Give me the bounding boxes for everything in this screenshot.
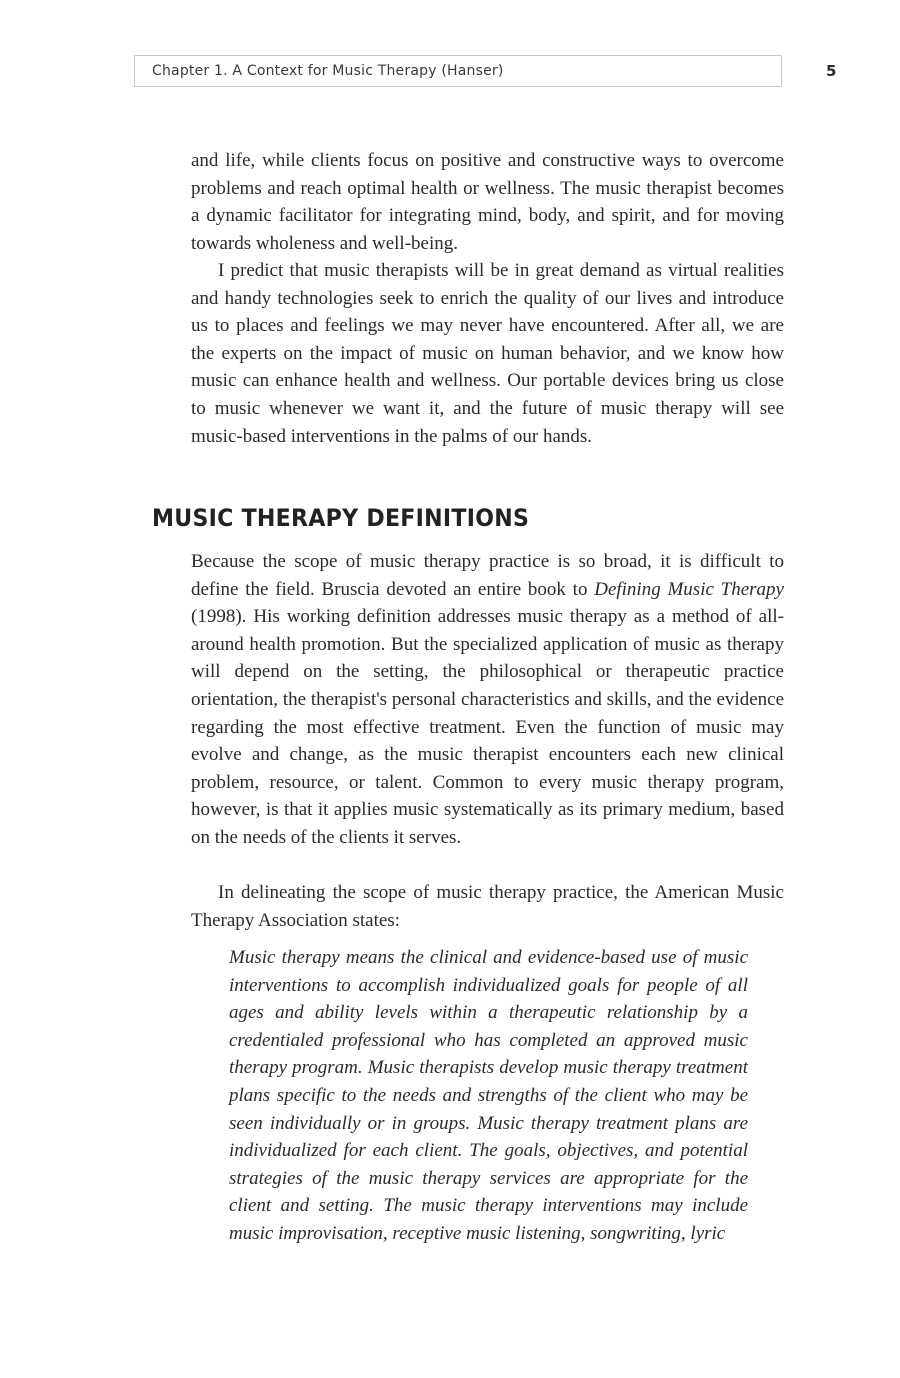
page-number: 5 [826,62,837,80]
paragraph-definitions-intro: Because the scope of music therapy practice is so broad, it is difficult to define the field. Bruscia devoted an entire book to [191,551,784,600]
paragraph-prediction: I predict that music therapists will be in great demand as virtual realities and handy technologies seek to enrich the quality of our lives and introduce us to places and feelings we may never have encountered. After all, we are the experts on the impact of music on human behavior, and we know how music can enhance health and wellness. Our portable devices bring us close to music whenever we want it, and the future of music therapy will see music-based interventions in the palms of our hands. [191,260,784,447]
paragraph-continuation: and life, while clients focus on positive and constructive ways to overcome problems and reach optimal health or wellness. The music therapist becomes a dynamic facilitator for integrating mind, body, and spirit, and for moving towards wholeness and well-being. [191,150,784,254]
book-title: Defining Music Therapy [594,578,784,600]
paragraph-definitions-body: (1998). His working definition addresses music therapy as a method of all-around health promotion. But the specialized application of music as therapy will depend on the setting, the philosophical or therapeutic practice orientation, the therapist's personal characteristics and skills, and the evidence regarding the most effective treatment. Even the function of music may evolve and change, as the music therapist encounters each new clinical problem, resource, or talent. Common to every music therapy program, however, is that it applies music systematically as its primary medium, based on the needs of the clients it serves. [191,606,784,848]
section-heading: MUSIC THERAPY DEFINITIONS [152,504,530,532]
running-head: Chapter 1. A Context for Music Therapy (Hanser) [152,63,504,79]
paragraph-amta-intro: In delineating the scope of music therapy practice, the American Music Therapy Association states: [191,882,784,931]
paragraph-definitions [191,548,784,852]
amta-block-quote: Music therapy means the clinical and evidence-based use of music interventions to accomplish individualized goals for people of all ages and ability levels within a therapeutic relationship by a credentialed professional who has completed an approved music therapy program. Music therapists develop music therapy treatment plans specific to the needs and strengths of the client who may be seen individually or in groups. Music therapy treatment plans are individualized for each client. The goals, objectives, and potential strategies of the music therapy services are appropriate for the client and setting. The music therapy interventions may include music improvisation, receptive music listening, songwriting, lyric [229,947,748,1244]
running-head-frame [134,55,782,87]
